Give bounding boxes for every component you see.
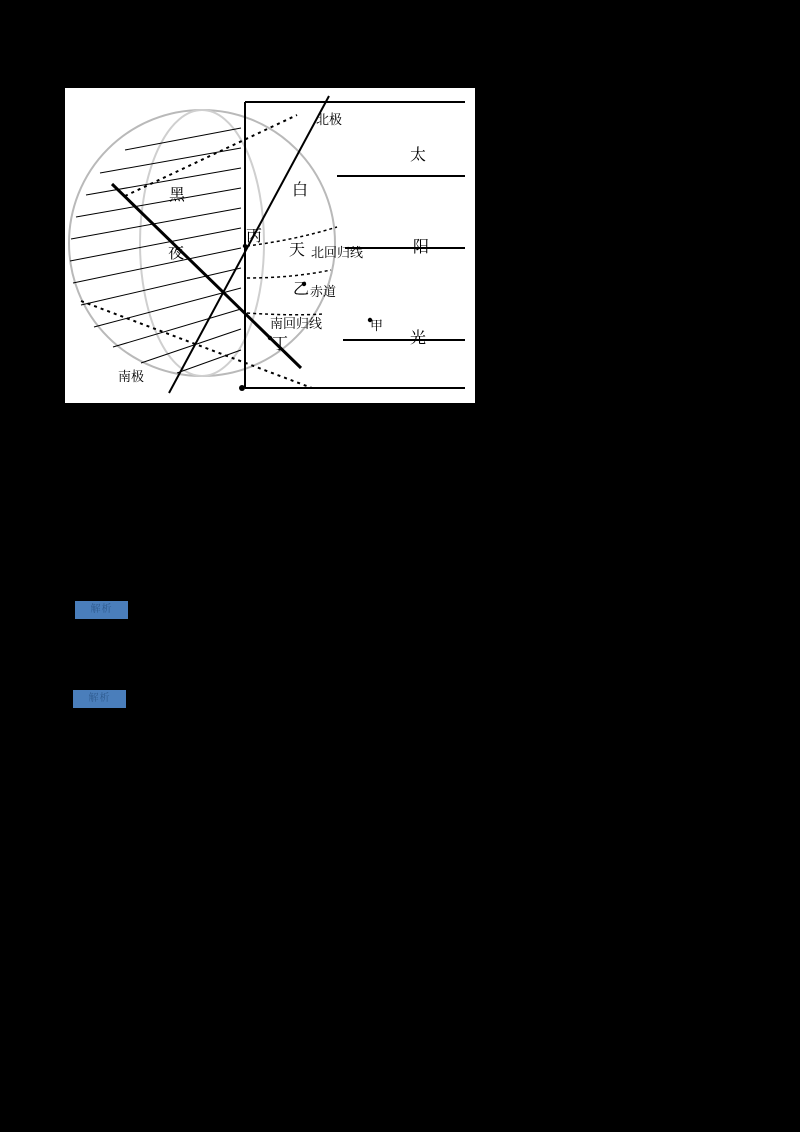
- answer-highlight-1[interactable]: 解析: [75, 601, 128, 619]
- label-point-yi: 乙: [293, 281, 310, 298]
- label-point-jia: 甲: [370, 318, 384, 333]
- label-day-bai: 白: [292, 182, 309, 199]
- label-point-ding: 丁: [272, 336, 289, 353]
- label-tropic-of-cancer: 北回归线: [311, 245, 364, 260]
- label-point-bing: 丙: [246, 228, 263, 245]
- label-day-tian: 天: [289, 242, 306, 259]
- answer-highlight-2[interactable]: 解析: [73, 690, 126, 708]
- label-north-pole: 北极: [316, 112, 343, 127]
- label-tropic-of-capricorn: 南回归线: [270, 316, 323, 331]
- earth-illumination-figure: [65, 88, 475, 403]
- label-night-ye: 夜: [168, 245, 185, 262]
- label-sunlight-guang: 光: [410, 330, 427, 347]
- label-south-pole: 南极: [118, 369, 145, 384]
- label-sunlight-yang: 阳: [413, 239, 430, 256]
- label-equator: 赤道: [310, 284, 337, 299]
- label-sunlight-tai: 太: [410, 147, 427, 164]
- label-night-hei: 黑: [169, 187, 186, 204]
